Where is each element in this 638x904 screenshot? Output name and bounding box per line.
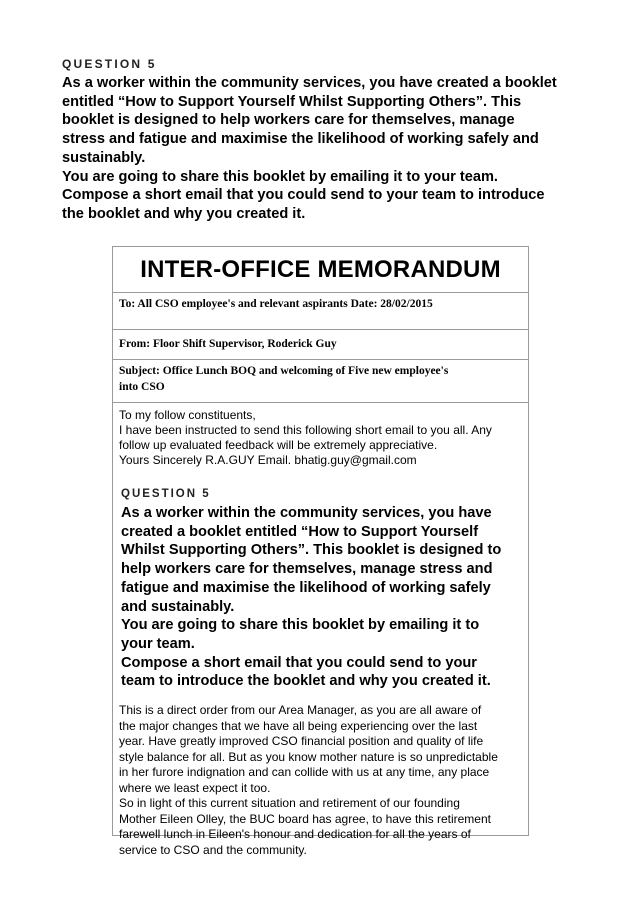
closing-line: Mother Eileen Olley, the BUC board has agree, to have this retirement bbox=[119, 811, 491, 826]
greeting-line: Yours Sincerely R.A.GUY Email. bhatig.guy@gmail.com bbox=[119, 453, 417, 467]
question-label: QUESTION 5 bbox=[62, 57, 157, 71]
question-line: Compose a short email that you could send to your team to introduce bbox=[62, 187, 545, 204]
inner-question-line: Whilst Supporting Others”. This booklet is designed to bbox=[121, 542, 502, 559]
greeting-line: To my follow constituents, bbox=[119, 408, 256, 422]
closing-line: style balance for all. But as you know mother nature is so unpredictable bbox=[119, 749, 498, 764]
inner-question-line: fatigue and maximise the likelihood of working safely bbox=[121, 579, 491, 596]
memo-to-row: To: All CSO employee's and relevant aspirants Date: 28/02/2015 bbox=[113, 293, 528, 330]
greeting-line: I have been instructed to send this following short email to you all. Any bbox=[119, 423, 492, 437]
memo-box bbox=[112, 246, 529, 857]
question-line: sustainably. bbox=[62, 149, 146, 166]
inner-question-line: Compose a short email that you could send to your bbox=[121, 654, 477, 671]
inner-question-line: You are going to share this booklet by emailing it to bbox=[121, 617, 480, 634]
closing-line: the major changes that we have all being experiencing over the last bbox=[119, 718, 478, 733]
closing-line: where we least expect it too. bbox=[119, 780, 271, 795]
inner-question-line: created a booklet entitled “How to Support Yourself bbox=[121, 523, 479, 540]
memo-from-row: From: Floor Shift Supervisor, Roderick Guy bbox=[113, 330, 528, 360]
memo-title: INTER-OFFICE MEMORANDUM bbox=[113, 247, 528, 293]
question-text bbox=[62, 74, 602, 224]
closing-line: farewell lunch in Eileen's honour and dedication for all the years of bbox=[119, 827, 471, 842]
question-line: You are going to share this booklet by emailing it to your team. bbox=[62, 168, 498, 185]
inner-question bbox=[121, 488, 528, 691]
memo-greeting bbox=[113, 403, 528, 468]
greeting-line: follow up evaluated feedback will be extremely appreciative. bbox=[119, 438, 438, 452]
memo-closing bbox=[113, 691, 528, 858]
inner-question-line: and sustainably. bbox=[121, 598, 235, 615]
inner-question-line: help workers care for themselves, manage stress and bbox=[121, 561, 493, 578]
inner-question-line: your team. bbox=[121, 635, 195, 652]
closing-line: This is a direct order from our Area Manager, as you are all aware of bbox=[119, 703, 482, 718]
inner-question-line: As a worker within the community services, you have bbox=[121, 505, 492, 521]
subject-line: into CSO bbox=[119, 380, 165, 393]
question-line: booklet is designed to help workers care for themselves, manage bbox=[62, 112, 515, 129]
question-line: the booklet and why you created it. bbox=[62, 205, 306, 222]
question-line: stress and fatigue and maximise the likelihood of working safely and bbox=[62, 131, 539, 148]
subject-line: Subject: Office Lunch BOQ and welcoming of Five new employee's bbox=[119, 365, 449, 377]
closing-line: in her furore indignation and can collide with us at any time, any place bbox=[119, 765, 490, 780]
closing-line: year. Have greatly improved CSO financial position and quality of life bbox=[119, 734, 484, 749]
closing-line: service to CSO and the community. bbox=[119, 842, 307, 857]
inner-question-text bbox=[121, 504, 521, 691]
question-line: entitled “How to Support Yourself Whilst Supporting Others”. This bbox=[62, 93, 522, 110]
inner-question-line: team to introduce the booklet and why you created it. bbox=[121, 673, 491, 690]
inner-question-label: QUESTION 5 bbox=[121, 488, 211, 500]
question-line: As a worker within the community services, you have created a booklet bbox=[62, 75, 557, 91]
closing-line: So in light of this current situation and retirement of our founding bbox=[119, 796, 460, 811]
memo-subject-row bbox=[113, 360, 528, 403]
